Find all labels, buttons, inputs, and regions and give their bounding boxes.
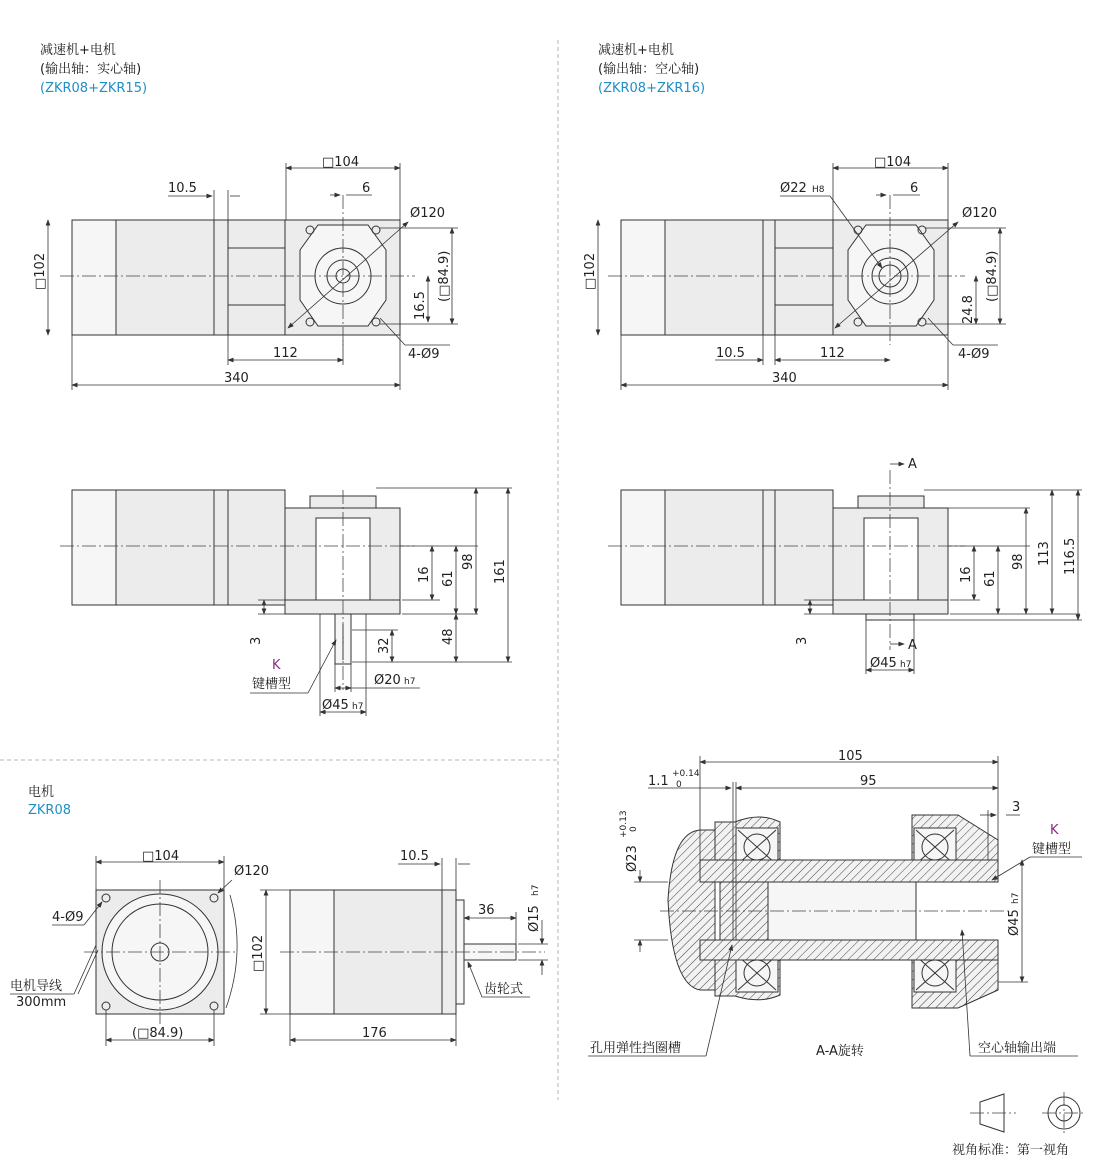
svg-text:(□84.9): (□84.9) bbox=[985, 250, 1000, 302]
svg-text:齿轮式: 齿轮式 bbox=[484, 982, 524, 997]
svg-text:h7: h7 bbox=[404, 677, 416, 687]
svg-text:161: 161 bbox=[493, 559, 508, 584]
section-label: A-A旋转 bbox=[816, 1044, 864, 1059]
svg-text:116.5: 116.5 bbox=[1063, 537, 1078, 575]
svg-text:□102: □102 bbox=[251, 934, 266, 972]
top-right-model: (ZKR08+ZKR16) bbox=[598, 81, 706, 96]
svg-text:Ø45: Ø45 bbox=[322, 698, 349, 713]
dim-sq84-9: (□84.9) bbox=[437, 250, 452, 302]
top-left-view bbox=[33, 42, 458, 390]
svg-text:Ø15: Ø15 bbox=[527, 905, 542, 932]
top-right-subtitle: (输出轴：空心轴) bbox=[598, 62, 700, 77]
svg-text:16: 16 bbox=[417, 566, 432, 583]
svg-text:h7: h7 bbox=[531, 884, 541, 896]
svg-text:3: 3 bbox=[795, 636, 810, 645]
first-angle-projection-symbol bbox=[952, 1092, 1086, 1158]
svg-text:h7: h7 bbox=[900, 660, 912, 670]
svg-text:4-Ø9: 4-Ø9 bbox=[52, 910, 84, 925]
key-letter: K bbox=[272, 658, 281, 673]
top-left-title: 减速机+电机 bbox=[40, 43, 116, 58]
svg-text:H8: H8 bbox=[812, 185, 825, 195]
svg-text:空心轴输出端: 空心轴输出端 bbox=[978, 1041, 1057, 1056]
svg-text:36: 36 bbox=[478, 903, 495, 918]
svg-text:+0.14: +0.14 bbox=[672, 769, 700, 779]
dim-sq102: □102 bbox=[33, 252, 48, 290]
svg-text:340: 340 bbox=[772, 371, 797, 386]
svg-text:(□84.9): (□84.9) bbox=[132, 1026, 184, 1041]
svg-text:16: 16 bbox=[959, 566, 974, 583]
top-right-view bbox=[583, 42, 1006, 390]
motor-fan-cover bbox=[72, 220, 116, 335]
motor-flange bbox=[214, 220, 228, 335]
mid-right-view bbox=[608, 457, 1082, 674]
svg-text:3: 3 bbox=[1012, 800, 1021, 815]
svg-text:□104: □104 bbox=[874, 155, 912, 170]
motor-title: 电机 bbox=[28, 785, 55, 800]
svg-text:176: 176 bbox=[362, 1026, 387, 1041]
svg-text:□104: □104 bbox=[142, 849, 180, 864]
section-a-top: A bbox=[908, 457, 917, 472]
svg-text:K: K bbox=[1050, 823, 1059, 838]
svg-text:10.5: 10.5 bbox=[716, 346, 745, 361]
svg-text:61: 61 bbox=[441, 570, 456, 587]
svg-text:Ø22: Ø22 bbox=[780, 181, 807, 196]
svg-text:4-Ø9: 4-Ø9 bbox=[958, 347, 990, 362]
dim-340: 340 bbox=[224, 371, 249, 386]
top-left-subtitle: (输出轴：实心轴) bbox=[40, 62, 142, 77]
svg-text:98: 98 bbox=[461, 553, 476, 570]
dim-10-5: 10.5 bbox=[168, 181, 197, 196]
projection-label: 视角标准：第一视角 bbox=[952, 1143, 1070, 1158]
svg-text:300mm: 300mm bbox=[16, 995, 67, 1010]
svg-text:Ø120: Ø120 bbox=[234, 864, 270, 879]
svg-text:95: 95 bbox=[860, 774, 877, 789]
dim-6: 6 bbox=[362, 181, 371, 196]
svg-text:+0.13: +0.13 bbox=[619, 810, 629, 838]
svg-text:键槽型: 键槽型 bbox=[1032, 842, 1072, 857]
svg-text:6: 6 bbox=[910, 181, 919, 196]
svg-text:电机导线: 电机导线 bbox=[10, 979, 63, 994]
dim-16-5: 16.5 bbox=[413, 291, 428, 320]
svg-text:h7: h7 bbox=[1011, 892, 1021, 904]
svg-text:孔用弹性挡圈槽: 孔用弹性挡圈槽 bbox=[590, 1041, 682, 1056]
svg-text:113: 113 bbox=[1037, 541, 1052, 566]
motor-model: ZKR08 bbox=[28, 803, 72, 818]
dim-sq104: □104 bbox=[322, 155, 360, 170]
svg-text:1.1: 1.1 bbox=[648, 774, 669, 789]
top-right-title: 减速机+电机 bbox=[598, 43, 674, 58]
section-a-bottom: A bbox=[908, 638, 917, 653]
svg-text:h7: h7 bbox=[352, 702, 364, 712]
svg-text:10.5: 10.5 bbox=[400, 849, 429, 864]
svg-text:Ø45: Ø45 bbox=[870, 656, 897, 671]
mid-left-view bbox=[60, 488, 512, 716]
svg-text:32: 32 bbox=[377, 637, 392, 654]
dim-112: 112 bbox=[273, 346, 298, 361]
svg-text:105: 105 bbox=[838, 749, 863, 764]
svg-text:0: 0 bbox=[676, 780, 682, 790]
motor-body bbox=[116, 220, 214, 335]
svg-text:Ø23: Ø23 bbox=[625, 845, 640, 872]
bottom-right-section bbox=[588, 749, 1082, 1059]
svg-text:48: 48 bbox=[441, 628, 456, 645]
svg-text:24.8: 24.8 bbox=[961, 295, 976, 324]
svg-text:Ø120: Ø120 bbox=[962, 206, 998, 221]
dim-holes: 4-Ø9 bbox=[408, 347, 440, 362]
bottom-left-view bbox=[10, 784, 548, 1046]
svg-text:□102: □102 bbox=[583, 252, 598, 290]
svg-text:61: 61 bbox=[983, 570, 998, 587]
svg-text:Ø45: Ø45 bbox=[1007, 909, 1022, 936]
top-left-model: (ZKR08+ZKR15) bbox=[40, 81, 148, 96]
svg-text:98: 98 bbox=[1011, 553, 1026, 570]
keyway-label: 键槽型 bbox=[252, 677, 292, 692]
svg-text:112: 112 bbox=[820, 346, 845, 361]
svg-text:Ø20: Ø20 bbox=[374, 673, 401, 688]
svg-text:3: 3 bbox=[249, 636, 264, 645]
gearbox-body bbox=[228, 220, 285, 335]
dim-dia120: Ø120 bbox=[410, 206, 446, 221]
svg-text:0: 0 bbox=[629, 826, 639, 832]
